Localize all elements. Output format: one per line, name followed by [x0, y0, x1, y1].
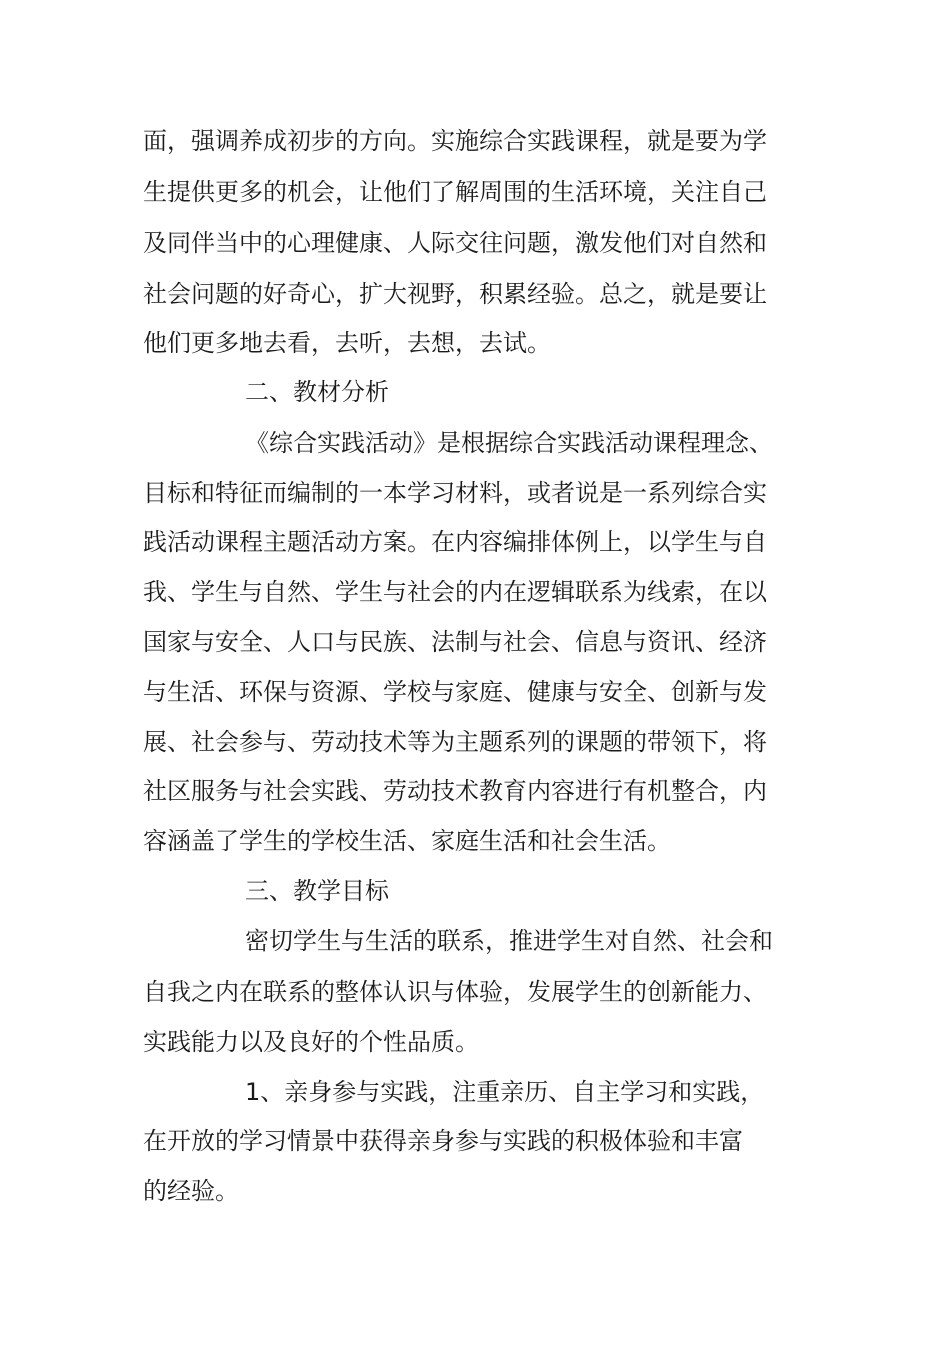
body-text-line: 实践能力以及良好的个性品质。 — [143, 1028, 479, 1056]
section-heading: 二、教材分析 — [245, 378, 389, 406]
body-text-line: 社区服务与社会实践、劳动技术教育内容进行有机整合，内 — [143, 777, 767, 805]
body-text-line: 我、学生与自然、学生与社会的内在逻辑联系为线索，在以 — [143, 578, 767, 606]
body-text-line: 的经验。 — [143, 1177, 239, 1205]
body-text-line: 面，强调养成初步的方向。实施综合实践课程，就是要为学 — [143, 127, 767, 155]
body-text-line: 生提供更多的机会，让他们了解周围的生活环境，关注自己 — [143, 178, 767, 206]
body-text-line: 在开放的学习情景中获得亲身参与实践的积极体验和丰富 — [143, 1127, 743, 1155]
body-text-line: 与生活、环保与资源、学校与家庭、健康与安全、创新与发 — [143, 678, 767, 706]
body-text-line: 容涵盖了学生的学校生活、家庭生活和社会生活。 — [143, 827, 671, 855]
body-text-line: 密切学生与生活的联系，推进学生对自然、社会和 — [245, 927, 773, 955]
body-text-line: 他们更多地去看，去听，去想，去试。 — [143, 329, 551, 357]
body-text-line: 践活动课程主题活动方案。在内容编排体例上，以学生与自 — [143, 528, 767, 556]
body-text-line: 《综合实践活动》是根据综合实践活动课程理念、 — [245, 429, 773, 457]
body-text-line: 社会问题的好奇心，扩大视野，积累经验。总之，就是要让 — [143, 280, 767, 308]
body-text-line: 目标和特征而编制的一本学习材料，或者说是一系列综合实 — [143, 479, 767, 507]
body-text-line: 展、社会参与、劳动技术等为主题系列的课题的带领下，将 — [143, 728, 767, 756]
section-heading: 三、教学目标 — [245, 877, 389, 905]
body-text-line: 自我之内在联系的整体认识与体验，发展学生的创新能力、 — [143, 978, 767, 1006]
numbered-item: 1、亲身参与实践，注重亲历、自主学习和实践， — [245, 1078, 765, 1106]
body-text-line: 及同伴当中的心理健康、人际交往问题，激发他们对自然和 — [143, 229, 767, 257]
body-text-line: 国家与安全、人口与民族、法制与社会、信息与资讯、经济 — [143, 628, 767, 656]
